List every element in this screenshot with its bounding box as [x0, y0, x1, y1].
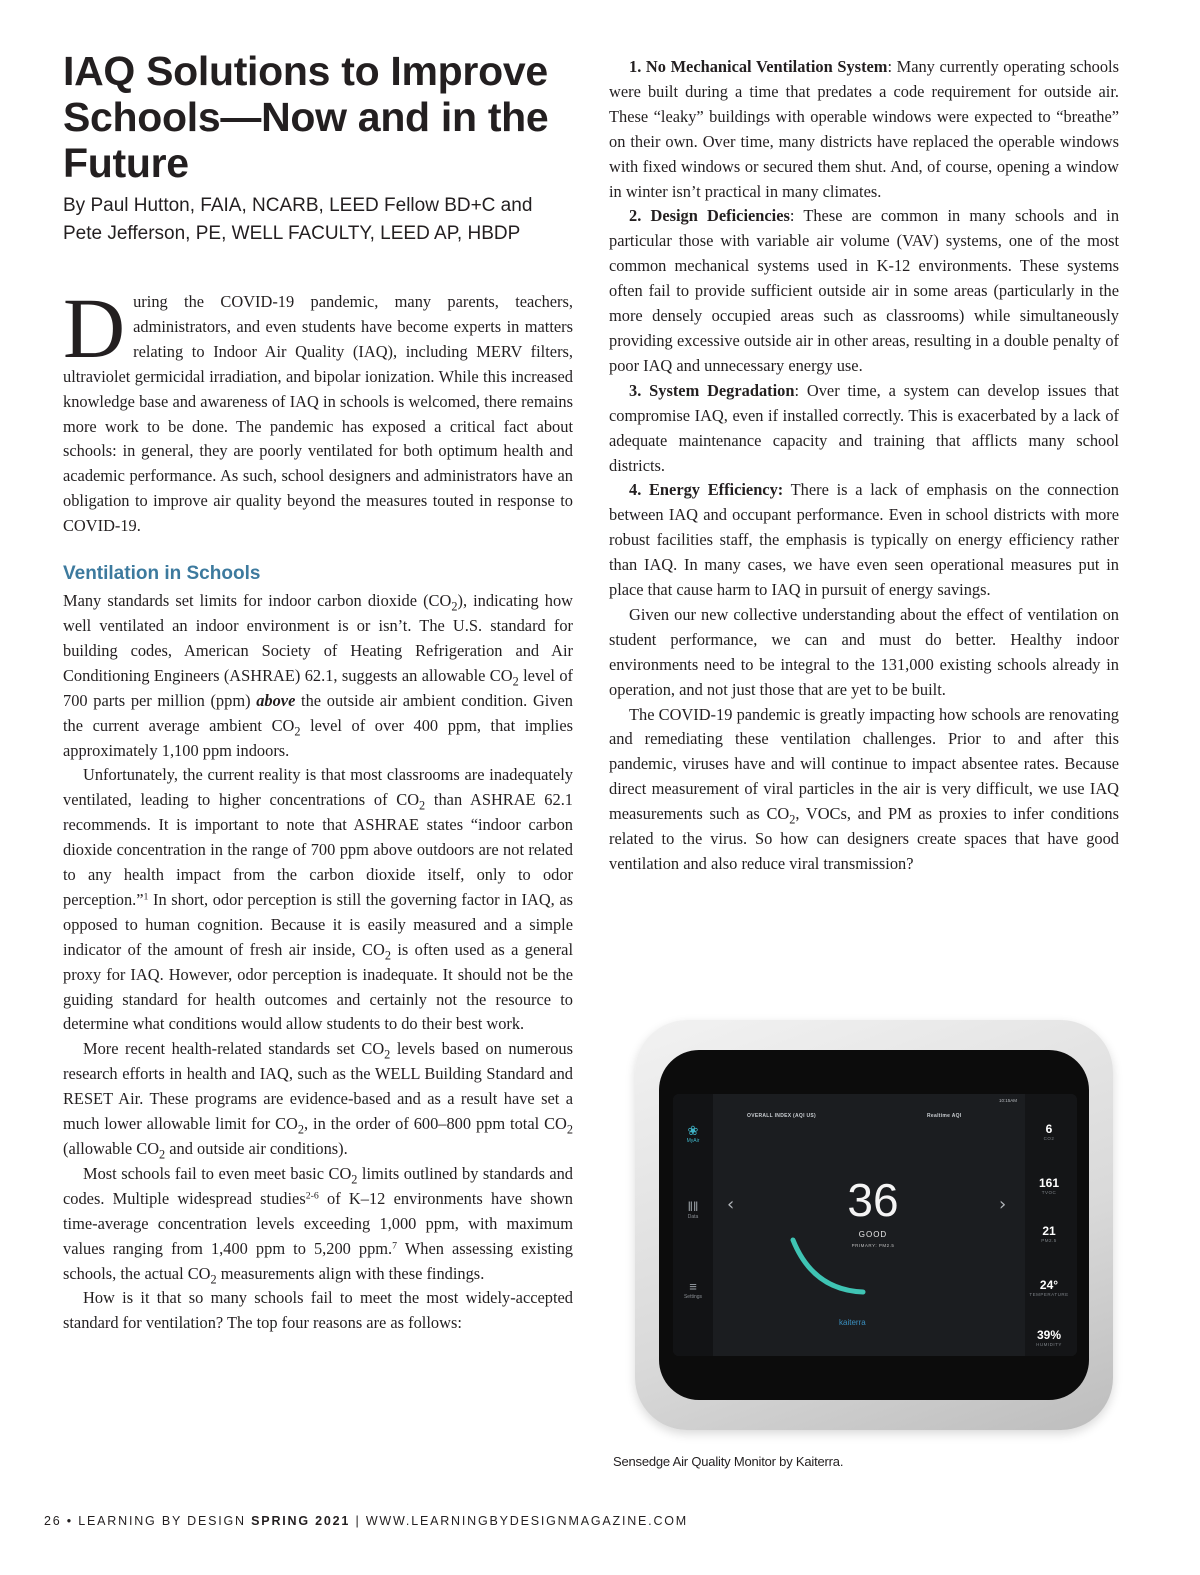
device-body — [635, 1020, 1113, 1430]
website-url: WWW.LEARNINGBYDESIGNMAGAZINE.COM — [365, 1514, 689, 1528]
reason-3-heading: 3. System Degradation — [629, 380, 795, 400]
byline-line-1: By Paul Hutton, FAIA, NCARB, LEED Fellow BD+C and — [63, 195, 533, 216]
metric-co2: 6 CO2 — [1043, 1122, 1055, 1141]
reason-2-heading: 2. Design Deficiencies — [629, 206, 790, 226]
footer-separator: | — [355, 1514, 361, 1528]
intro-paragraph — [63, 280, 573, 539]
paragraph-current-reality: Unfortunately, the current reality is that most classrooms are inadequately ventilated, leading to higher concentrations of $CO_2$ than ASHRAE 62.1 recommends. It is important to note that ASHRAE states “indoor carbon dioxide concentration in the range of 700 ppm above outdoors are not related to any health impact from the carbon dioxide itself, only to odor perception.”$^1$ In short, odor perception is still the governing factor in IAQ, as opposed to human cognition. Because it is easily measured and a simple indicator of the amount of fresh air inside, $CO_2$ is often used as a general proxy for IAQ. However, odor perception is inadequate. It should not be the guiding standard for health outcomes and certainly not the resource to determine what conditions would allow students to do their best work. — [63, 765, 573, 1034]
screen-header-left: OVERALL INDEX (AQI US) — [747, 1113, 817, 1119]
metric-pm25: 21 PM2.5 — [1041, 1224, 1057, 1243]
photo-caption: Sensedge Air Quality Monitor by Kaiterra. — [613, 1454, 844, 1469]
left-column — [63, 48, 573, 1336]
metric-temperature: 24° TEMPERATURE — [1029, 1278, 1069, 1297]
nav-item-settings: ≡ Settings — [679, 1280, 707, 1300]
status-time: 10:15AM — [998, 1098, 1017, 1103]
aqi-primary: PRIMARY: PM2.5 — [851, 1243, 895, 1248]
reason-1-heading: 1. No Mechanical Ventilation System — [629, 57, 888, 76]
right-column — [609, 55, 1119, 877]
chevron-left-icon: ‹ — [727, 1194, 735, 1215]
section-body — [63, 589, 573, 1336]
footnote-ref: 7 — [392, 1240, 398, 1252]
reason-1: 1. No Mechanical Ventilation System: Many currently operating schools were built during a time that predates a code requirement for outside air. These “leaky” buildings with operable windows were expected to “breathe” on their own. Over time, many districts have replaced the operable windows with fixed windows or secured them shut. And, of course, opening a window in winter isn’t practical in many climates. — [609, 57, 1119, 201]
reason-4-heading: 4. Energy Efficiency: — [629, 480, 784, 500]
reason-4: 4. Energy Efficiency: There is a lack of emphasis on the connection between IAQ and occupant performance. Even in school districts with more robust facilities staff, the emphasis is typically on energy efficiency rather than IAQ. In many cases, we have even seen operational measures put in place that cause harm to IAQ in pursuit of energy savings. — [609, 480, 1119, 600]
footnote-ref: 2-6 — [305, 1190, 319, 1202]
device-screen — [673, 1094, 1077, 1356]
byline-line-2: Pete Jefferson, PE, WELL FACULTY, LEED AP, HBDP — [63, 223, 521, 244]
metric-humidity: 39% HUMIDITY — [1036, 1328, 1062, 1347]
home-icon: ❀ — [687, 1123, 699, 1138]
chart-icon: ‖‖ — [687, 1199, 699, 1214]
paragraph-co2-standards: Many standards set limits for indoor carbon dioxide $(CO_2)$, indicating how well ventilated an indoor environment is or isn’t. The U.S. standard for building codes, American Society of Heating Refrigeration and Air Conditioning Engineers (ASHRAE) 62.1, suggests an allowable $CO_2$ level of 700 parts per million (ppm) above the outside air ambient condition. Given the current average ambient $CO_2$ level of over 400 ppm, that implies approximately 1,100 ppm indoors. — [63, 591, 574, 760]
page-number: 26 — [44, 1514, 62, 1528]
paragraph-top-reasons: How is it that so many schools fail to meet the most widely-accepted standard for ventilation? The top four reasons are as follows: — [63, 1288, 573, 1333]
paragraph-do-better: Given our new collective understanding about the effect of ventilation on student performance, we can and must do better. Healthy indoor environments need to be integral to the 131,000 existing schools already in operation, and not just those that are yet to be built. — [609, 604, 1119, 699]
reason-3: 3. System Degradation: Over time, a system can develop issues that compromise IAQ, even if installed correctly. This is exacerbated by a lack of adequate maintenance capacity and training that afflicts many school districts. — [609, 380, 1119, 475]
section-heading: Ventilation in Schools — [63, 563, 261, 585]
nav-item-data: ‖‖ Data — [679, 1200, 707, 1220]
chevron-right-icon: › — [999, 1194, 1007, 1215]
paragraph-health-standards: More recent health-related standards set $CO_2$ levels based on numerous research efforts in health and IAQ, such as the WELL Building Standard and RESET Air. These programs are evidence-based and as a result have set a much lower allowable limit for $CO_2$, in the order of 600–800 ppm total $CO_2$ (allowable $CO_2$ and outside air conditions). — [63, 1039, 573, 1162]
page-footer — [44, 1514, 688, 1528]
nav-item-myair: ❀ MyAir — [679, 1124, 707, 1144]
article-title: IAQ Solutions to Improve Schools—Now and in the Future — [63, 48, 549, 186]
metric-tvoc: 161 TVOC — [1038, 1176, 1060, 1195]
footer-bullet: • — [66, 1514, 73, 1528]
reason-2: 2. Design Deficiencies: These are common in many schools and in particular those with variable air volume (VAV) systems, one of the most common mechanical systems used in K-12 environments. These systems often fail to provide sufficient outside air in some areas (particularly in the more densely occupied areas such as classrooms) while simultaneously providing excessive outside air in other areas, resulting in a double penalty of poor IAQ and unnecessary energy use. — [609, 206, 1120, 375]
aqi-value: 36 — [847, 1174, 899, 1226]
issue-name: SPRING 2021 — [251, 1514, 351, 1528]
paragraph-schools-fail: Most schools fail to even meet basic $CO_2$ limits outlined by standards and codes. Multiple widespread studies$^{2-6}$ of K–12 environments have shown time-average concentration levels exceeding 1,000 ppm, with maximum values ranging from 1,400 ppm to 5,200 ppm.$^7$ When assessing existing schools, the actual $CO_2$ measurements align with these findings. — [63, 1163, 574, 1286]
air-quality-monitor-photo — [625, 1015, 1120, 1440]
metrics-panel — [1025, 1094, 1077, 1356]
footnote-ref: 1 — [143, 891, 149, 903]
screen-header-right: Realtime AQI — [927, 1113, 962, 1119]
aqi-quality: GOOD — [858, 1230, 888, 1239]
byline — [63, 192, 573, 248]
sliders-icon: ≡ — [689, 1279, 697, 1294]
intro-text: uring the COVID-19 pandemic, many parents, teachers, administrators, and even students have become experts in matters relating to Indoor Air Quality (IAQ), including MERV filters, ultraviolet germicidal irradiation, and bipolar ionization. While this increased knowledge base and awareness of IAQ in schools is welcomed, there remains more work to be done. The pandemic has exposed a critical fact about schools: in general, they are poorly ventilated for both optimum health and academic performance. As such, school designers and administrators have an obligation to improve air quality beyond the measures touted in response to COVID-19. — [63, 292, 573, 536]
publication-name: LEARNING BY DESIGN — [78, 1514, 246, 1528]
brand-logo: kaiterra — [839, 1318, 866, 1327]
paragraph-covid-impact: The COVID-19 pandemic is greatly impacting how schools are renovating and remediating these ventilation challenges. Prior to and after this pandemic, viruses have and will continue to impact absentee rates. Because direct measurement of viral particles in the air is very difficult, we use IAQ measurements such as $CO_2$, VOCs, and PM as proxies to infer conditions related to the virus. So how can designers create spaces that have good ventilation and also reduce viral transmission? — [609, 704, 1119, 873]
drop-cap: D — [63, 280, 126, 376]
device-bezel — [659, 1050, 1089, 1400]
